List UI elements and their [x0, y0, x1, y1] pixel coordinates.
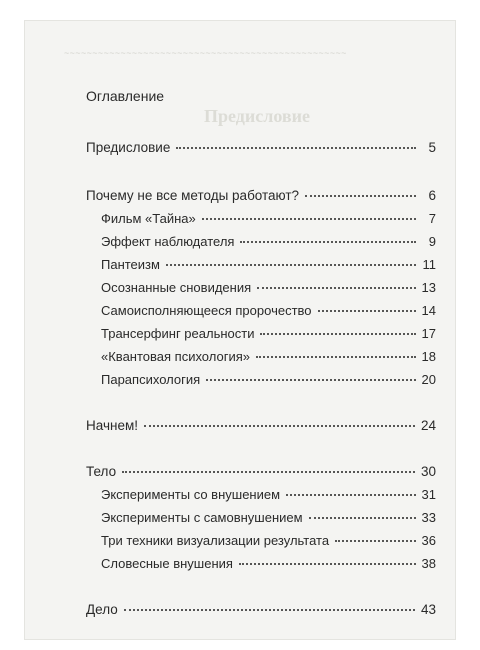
dot-leader: [124, 609, 415, 611]
toc-page-number: 11: [422, 257, 436, 272]
toc-entry-film-secret: [101, 211, 436, 229]
toc-entry-label: Самоисполняющееся пророчество: [101, 303, 312, 318]
toc-page-number: 38: [421, 556, 436, 571]
dot-leader: [309, 517, 416, 519]
dot-leader: [335, 540, 415, 542]
toc-entry-work: [86, 602, 436, 620]
toc-entry-parapsychology: [101, 372, 436, 390]
toc-entry-suggestion-experiments: [101, 487, 436, 505]
toc-page-number: 6: [428, 188, 436, 203]
dot-leader: [240, 241, 416, 243]
toc-page-number: 24: [420, 418, 436, 433]
toc-entry-label: Фильм «Тайна»: [101, 211, 196, 226]
toc-entry-verbal-suggestions: [101, 556, 436, 574]
dot-leader: [122, 471, 415, 473]
toc-entry-label: Эксперименты со внушением: [101, 487, 281, 502]
bleed-through-heading: Предисловие: [204, 106, 310, 126]
toc-page-number: 5: [428, 140, 436, 155]
toc-title: Оглавление: [86, 88, 165, 104]
toc-entry-label: Три техники визуализации результата: [101, 533, 330, 548]
toc-entry-label: Пантеизм: [101, 257, 160, 272]
toc-entry-lets-begin: [86, 418, 436, 436]
toc-entry-label: Эффект наблюдателя: [101, 234, 235, 249]
toc-page-number: 9: [428, 234, 436, 249]
bleed-through-text: ~~~~~~~~~~~~~~~~~~~~~~~~~~~~~~~~~~~~~~~~~~~~~~~~~~: [64, 48, 347, 58]
toc-entry-label: Начнем!: [86, 418, 138, 433]
toc-page-number: 13: [421, 280, 436, 295]
toc-page-number: 17: [421, 326, 436, 341]
toc-entry-why-methods-fail: [86, 188, 436, 206]
toc-entry-lucid-dreams: [101, 280, 436, 298]
dot-leader: [144, 425, 415, 427]
dot-leader: [239, 563, 416, 565]
toc-entry-label: Дело: [86, 602, 118, 617]
toc-page-number: 14: [421, 303, 436, 318]
dot-leader: [256, 356, 416, 358]
toc-page-number: 18: [421, 349, 436, 364]
dot-leader: [305, 195, 416, 197]
toc-entry-label: Предисловие: [86, 140, 171, 155]
toc-entry-pantheism: [101, 257, 436, 275]
dot-leader: [318, 310, 416, 312]
dot-leader: [257, 287, 415, 289]
toc-page-number: 31: [421, 487, 436, 502]
dot-leader: [202, 218, 416, 220]
toc-entry-self-fulfilling-prophecy: [101, 303, 436, 321]
toc-page-number: 36: [421, 533, 436, 548]
toc-entry-label: Парапсихология: [101, 372, 201, 387]
toc-entry-preface: [86, 140, 436, 158]
toc-page-number: 30: [420, 464, 436, 479]
toc-page-number: 20: [421, 372, 436, 387]
toc-page-number: 33: [421, 510, 436, 525]
toc-entry-label: «Квантовая психология»: [101, 349, 250, 364]
toc-entry-label: Тело: [86, 464, 117, 479]
toc-entry-reality-transurfing: [101, 326, 436, 344]
book-page: [24, 20, 456, 640]
toc-entry-label: Трансерфинг реальности: [101, 326, 255, 341]
toc-entry-quantum-psychology: [101, 349, 436, 367]
toc-page-number: 43: [420, 602, 436, 617]
dot-leader: [176, 147, 416, 149]
dot-leader: [166, 264, 416, 266]
toc-page-number: 7: [428, 211, 436, 226]
dot-leader: [286, 494, 415, 496]
toc-entry-label: Почему не все методы работают?: [86, 188, 300, 203]
toc-entry-visualization-techniques: [101, 533, 436, 551]
dot-leader: [260, 333, 415, 335]
toc-entry-autosuggestion-experiments: [101, 510, 436, 528]
toc-entry-label: Словесные внушения: [101, 556, 233, 571]
toc-entry-label: Эксперименты с самовнушением: [101, 510, 303, 525]
toc-entry-body: [86, 464, 436, 482]
toc-entry-label: Осознанные сновидения: [101, 280, 252, 295]
toc-entry-observer-effect: [101, 234, 436, 252]
table-of-contents: [86, 88, 436, 617]
dot-leader: [206, 379, 415, 381]
